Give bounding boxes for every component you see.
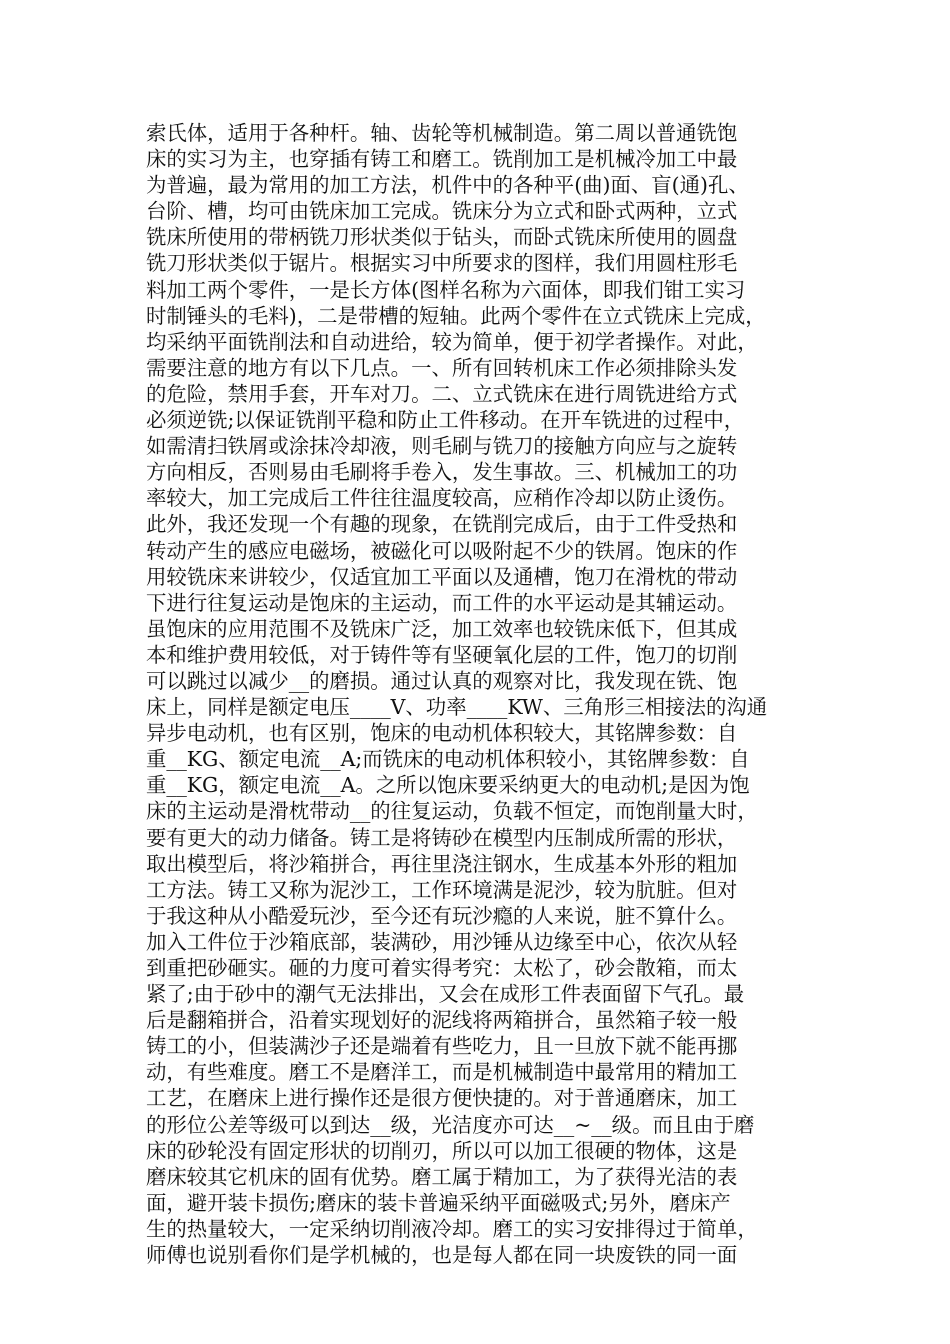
text-line: 面，避开装卡损伤;磨床的装卡普遍采纳平面磁吸式;另外，磨床产 [146,1190,731,1215]
text-line: 于我这种从小酷爱玩沙，至今还有玩沙瘾的人来说，脏不算什么。 [146,903,738,928]
text-line: 的危险，禁用手套，开车对刀。二、立式铣床在进行周铣进给方式 [146,381,738,406]
text-line: 转动产生的感应电磁场，被磁化可以吸附起不少的铁屑。饱床的作 [146,538,738,563]
text-line: 用较铣床来讲较少，仅适宜加工平面以及通槽，饱刀在滑枕的带动 [146,564,738,589]
text-line: 床上，同样是额定电压____V、功率____KW、三角形三相接法的沟通 [146,695,768,720]
text-line: 床的砂轮没有固定形状的切削刃，所以可以加工很硬的物体，这是 [146,1138,738,1163]
text-line: 动，有些难度。磨工不是磨洋工，而是机械制造中最常用的精加工 [146,1060,738,1085]
text-line: 均采纳平面铣削法和自动进给，较为简单，便于初学者操作。对此， [146,329,758,354]
text-line: 铣刀形状类似于锯片。根据实习中所要求的图样，我们用圆柱形毛 [146,251,738,276]
text-line: 下进行往复运动是饱床的主运动，而工件的水平运动是其辅运动。 [146,590,738,615]
text-line: 磨床较其它机床的固有优势。磨工属于精加工，为了获得光洁的表 [146,1164,738,1189]
text-line: 台阶、槽，均可由铣床加工完成。铣床分为立式和卧式两种，立式 [146,199,738,224]
text-line: 本和维护费用较低，对于铸件等有坚硬氧化层的工件，饱刀的切削 [146,642,738,667]
text-line: 铣床所使用的带柄铣刀形状类似于钻头，而卧式铣床所使用的圆盘 [146,225,738,250]
text-line: 此外，我还发现一个有趣的现象，在铣削完成后，由于工件受热和 [146,512,738,537]
text-line: 虽饱床的应用范围不及铣床广泛，加工效率也较铣床低下，但其成 [146,616,738,641]
text-line: 必须逆铣;以保证铣削平稳和防止工件移动。在开车铣进的过程中， [146,408,745,433]
text-line: 方向相反，否则易由毛刷将手卷入，发生事故。三、机械加工的功 [146,460,738,485]
text-line: 工方法。铸工又称为泥沙工，工作环境满是泥沙，较为肮脏。但对 [146,877,738,902]
text-line: 的形位公差等级可以到达__级，光洁度亦可达__~__级。而且由于磨 [146,1112,755,1137]
text-line: 料加工两个零件，一是长方体(图样名称为六面体，即我们钳工实习 [146,277,746,302]
text-line: 重__KG，额定电流__A。之所以饱床要采纳更大的电动机;是因为饱 [146,773,750,798]
text-line: 重__KG、额定电流__A;而铣床的电动机体积较小，其铭牌参数：自 [146,747,750,772]
text-line: 紧了;由于砂中的潮气无法排出，又会在成形工件表面留下气孔。最 [146,982,745,1007]
text-line: 需要注意的地方有以下几点。一、所有回转机床工作必须排除头发 [146,355,738,380]
body-text [146,120,826,1268]
text-line: 床的实习为主，也穿插有铸工和磨工。铣削加工是机械冷加工中最 [146,147,738,172]
text-line: 铸工的小，但装满沙子还是端着有些吃力，且一旦放下就不能再挪 [146,1034,738,1059]
text-line: 工艺，在磨床上进行操作还是很方便快捷的。对于普通磨床，加工 [146,1086,738,1111]
text-line: 加入工件位于沙箱底部，装满砂，用沙锤从边缘至中心，依次从轻 [146,929,738,954]
text-line: 师傅也说别看你们是学机械的，也是每人都在同一块废铁的同一面 [146,1243,738,1268]
text-line: 取出模型后，将沙箱拼合，再往里浇注钢水，生成基本外形的粗加 [146,851,738,876]
text-line: 床的主运动是滑枕带动__的往复运动，负载不恒定，而饱削量大时， [146,799,758,824]
text-line: 为普遍，最为常用的加工方法，机件中的各种平(曲)面、盲(通)孔、 [146,173,749,198]
text-line: 可以跳过以减少__的磨损。通过认真的观察对比，我发现在铣、饱 [146,668,738,693]
text-line: 到重把砂砸实。砸的力度可着实得考究：太松了，砂会散箱，而太 [146,956,738,980]
text-line: 后是翻箱拼合，沿着实现划好的泥线将两箱拼合，虽然箱子较一般 [146,1008,738,1033]
text-line: 率较大，加工完成后工件往往温度较高，应稍作冷却以防止烫伤。 [146,486,738,511]
text-line: 生的热量较大，一定采纳切削液冷却。磨工的实习安排得过于简单， [146,1216,758,1241]
text-line: 如需清扫铁屑或涂抹冷却液，则毛刷与铣刀的接触方向应与之旋转 [146,434,738,459]
text-line: 索氏体，适用于各种杆。轴、齿轮等机械制造。第二周以普通铣饱 [146,121,738,145]
text-line: 时制锤头的毛料)，二是带槽的短轴。此两个零件在立式铣床上完成， [146,303,766,328]
text-line: 异步电动机，也有区别，饱床的电动机体积较大，其铭牌参数：自 [146,721,738,746]
text-line: 要有更大的动力储备。铸工是将铸砂在模型内压制成所需的形状， [146,825,738,850]
